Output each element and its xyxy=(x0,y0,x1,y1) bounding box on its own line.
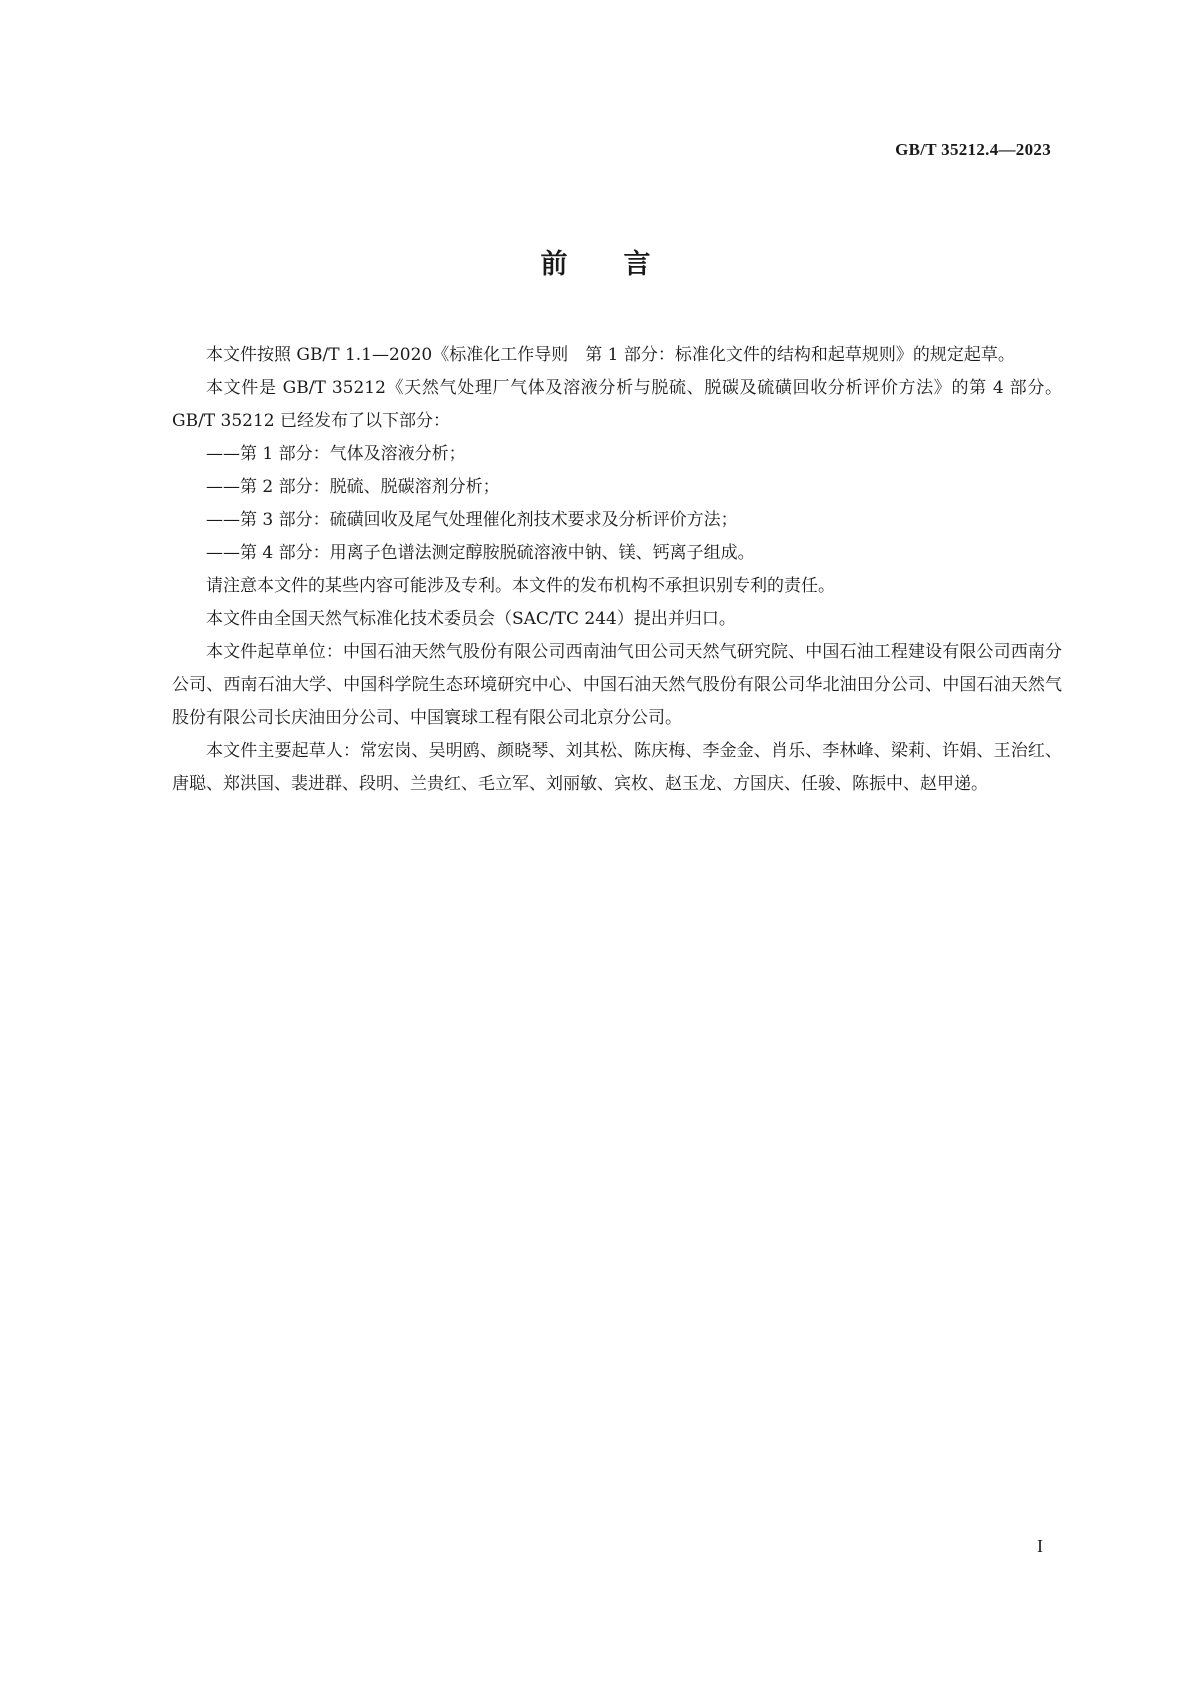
paragraph-patent-notice: 请注意本文件的某些内容可能涉及专利。本文件的发布机构不承担识别专利的责任。 xyxy=(206,576,835,596)
paragraph-drafters: 本文件主要起草人：常宏岗、吴明鸥、颜晓琴、刘其松、陈庆梅、李金金、肖乐、李林峰、梁莉、许娟、王治红、唐聪、郑洪国、裴进群、段明、兰贵红、毛立军、刘丽敏、宾枚、赵玉龙、方国庆、任骏、陈振中、赵甲递。 xyxy=(172,741,1062,794)
list-item-part-2: ——第 2 部分：脱硫、脱碳溶剂分析； xyxy=(206,477,500,497)
page-title: 前言 xyxy=(540,249,707,280)
list-item-part-3: ——第 3 部分：硫磺回收及尾气处理催化剂技术要求及分析评价方法； xyxy=(206,510,738,530)
list-item-part-1: ——第 1 部分：气体及溶液分析； xyxy=(206,444,466,464)
paragraph-drafting-rules: 本文件按照 GB/T 1.1—2020《标准化工作导则 第 1 部分：标准化文件的结构和起草规则》的规定起草。 xyxy=(206,345,1015,365)
foreword-body xyxy=(172,339,1062,801)
standard-number: GB/T 35212.4—2023 xyxy=(895,140,1051,159)
paragraph-series-intro: 本文件是 GB/T 35212《天然气处理厂气体及溶液分析与脱硫、脱碳及硫磺回收分析评价方法》的第 4 部分。GB/T 35212 已经发布了以下部分： xyxy=(172,378,1062,431)
page-number: I xyxy=(1037,1536,1043,1556)
list-item-part-4: ——第 4 部分：用离子色谱法测定醇胺脱硫溶液中钠、镁、钙离子组成。 xyxy=(206,543,755,563)
paragraph-committee: 本文件由全国天然气标准化技术委员会（SAC/TC 244）提出并归口。 xyxy=(206,609,736,629)
paragraph-drafting-units: 本文件起草单位：中国石油天然气股份有限公司西南油气田公司天然气研究院、中国石油工程建设有限公司西南分公司、西南石油大学、中国科学院生态环境研究中心、中国石油天然气股份有限公司华北油田分公司、中国石油天然气股份有限公司长庆油田分公司、中国寰球工程有限公司北京分公司。 xyxy=(172,642,1062,728)
